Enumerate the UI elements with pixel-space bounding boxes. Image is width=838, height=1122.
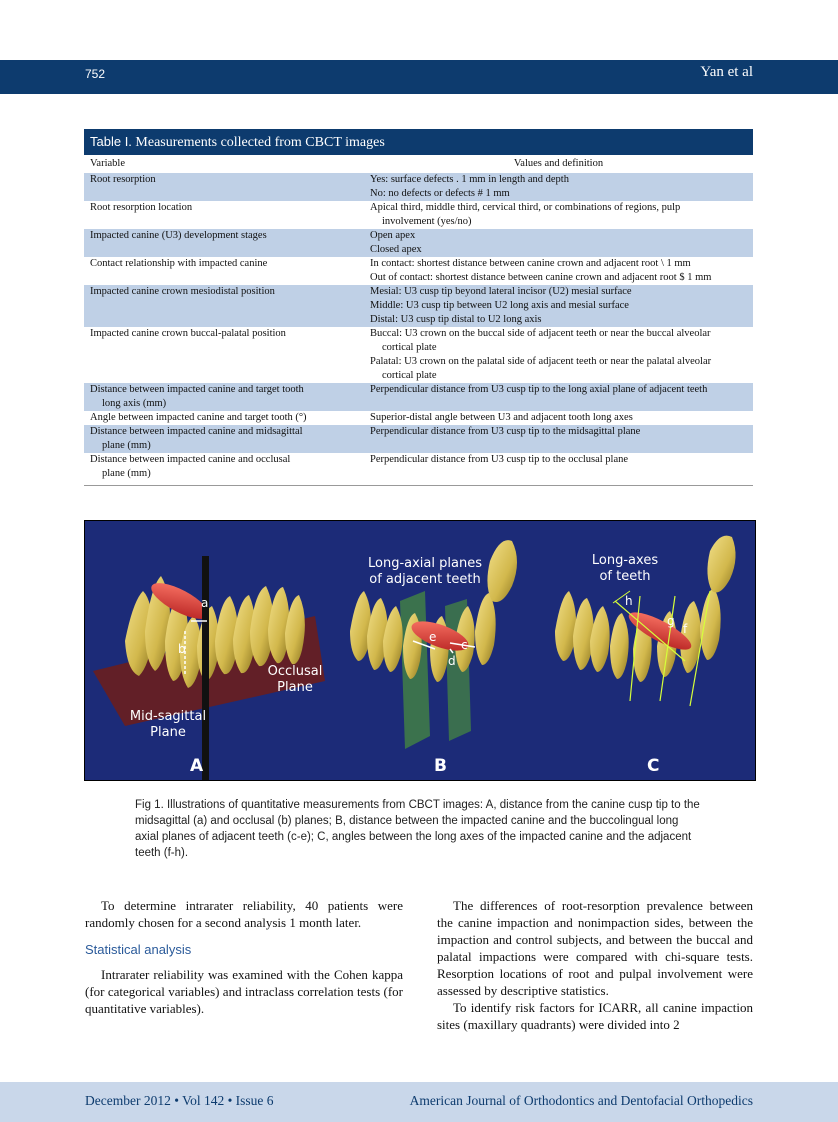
value-cell <box>364 411 753 425</box>
paragraph: Intrarater reliability was examined with the Cohen kappa (for categorical variables) and intraclass correlation tests (for quantitative variables). <box>85 967 403 1016</box>
variable-text: Impacted canine crown mesiodistal position <box>90 286 275 297</box>
table-row <box>84 411 753 425</box>
variable-cell <box>84 425 364 453</box>
value-text: Open apex <box>370 230 416 241</box>
paragraph: The differences of root-resorption prevalence between the canine impaction and nonimpaction sides, between the impaction and control subjects, and between the buccal and palatal impactions were compared with chi-square tests. Resorption locations of root and pulpal involvement were assessed by descriptive statistics. <box>437 898 753 998</box>
variable-text: Distance between impacted canine and occlusal <box>90 454 291 465</box>
measure-letter-a: a <box>201 596 209 610</box>
variable-cell <box>84 285 364 327</box>
panel-letter-a: A <box>190 756 204 776</box>
table-row <box>84 285 753 327</box>
label-long-axes: Long-axes of teeth <box>591 553 659 584</box>
variable-text: Impacted canine (U3) development stages <box>90 230 267 241</box>
value-cell <box>364 453 753 486</box>
figure-1 <box>84 520 756 781</box>
footer-journal: American Journal of Orthodontics and Dentofacial Orthopedics <box>409 1093 753 1108</box>
variable-text: Angle between impacted canine and target tooth (°) <box>90 412 307 423</box>
value-cell <box>364 173 753 201</box>
value-text: Palatal: U3 crown on the palatal side of adjacent teeth or near the palatal alveolar <box>370 356 712 367</box>
value-text: Perpendicular distance from U3 cusp tip to the midsagittal plane <box>370 426 641 437</box>
figure-caption: Fig 1. Illustrations of quantitative measurements from CBCT images: A, distance from the canine cusp tip to the midsagittal (a) and occlusal (b) planes; B, distance between the impacted canine and the buccolingual long axial planes of adjacent teeth (c-e); C, angles between the long axes of the impacted canine and the adjacent teeth (f-h). <box>135 799 700 859</box>
measure-letter-d: d <box>448 654 456 668</box>
value-text: Buccal: U3 crown on the buccal side of adjacent teeth or near the buccal alveolar <box>370 328 711 339</box>
measure-letter-c: c <box>461 638 468 652</box>
table-label: Table I. <box>90 134 132 149</box>
variable-text: Contact relationship with impacted canine <box>90 258 268 269</box>
variable-text: Root resorption location <box>90 202 193 213</box>
value-cell <box>364 383 753 411</box>
measure-letter-f: f <box>683 622 688 636</box>
measurements-table <box>84 129 753 486</box>
variable-text: plane (mm) <box>102 468 151 479</box>
variable-cell <box>84 201 364 229</box>
value-text: In contact: shortest distance between canine crown and adjacent root \ 1 mm <box>370 258 691 269</box>
variable-cell <box>84 229 364 257</box>
variable-cell <box>84 383 364 411</box>
measure-letter-e: e <box>429 630 437 644</box>
table-title: Measurements collected from CBCT images <box>135 135 385 150</box>
value-cell <box>364 285 753 327</box>
paragraph: To determine intrarater reliability, 40 patients were randomly chosen for a second analysis 1 month later. <box>85 898 403 930</box>
value-text: Closed apex <box>370 244 422 255</box>
variable-text: Distance between impacted canine and target tooth <box>90 384 304 395</box>
variable-text: long axis (mm) <box>102 398 167 409</box>
value-cell <box>364 327 753 383</box>
value-cell <box>364 257 753 285</box>
variable-text: plane (mm) <box>102 440 151 451</box>
value-text: Perpendicular distance from U3 cusp tip to the occlusal plane <box>370 454 629 465</box>
running-head: Yan et al <box>700 64 753 80</box>
variable-cell <box>84 327 364 383</box>
value-text: Mesial: U3 cusp tip beyond lateral incisor (U2) mesial surface <box>370 286 632 297</box>
value-text: Superior-distal angle between U3 and adjacent tooth long axes <box>370 412 633 423</box>
table-row <box>84 453 753 486</box>
panel-letter-b: B <box>434 756 447 776</box>
value-text: No: no defects or defects # 1 mm <box>370 188 510 199</box>
value-cell <box>364 425 753 453</box>
page-number: 752 <box>85 67 106 81</box>
table-row <box>84 201 753 229</box>
mid-sagittal-plane-shape <box>202 556 209 780</box>
label-long-axial-planes: Long-axial planes of adjacent teeth <box>368 556 482 587</box>
panel-letter-c: C <box>647 756 660 776</box>
table-row <box>84 327 753 383</box>
footer-issue: December 2012 • Vol 142 • Issue 6 <box>85 1093 274 1108</box>
variable-text: Impacted canine crown buccal-palatal position <box>90 328 286 339</box>
section-heading: Statistical analysis <box>85 942 192 957</box>
variable-cell <box>84 257 364 285</box>
table-title-bar <box>84 129 753 155</box>
table-row <box>84 173 753 201</box>
col-header-values: Values and definition <box>513 158 604 169</box>
value-text: cortical plate <box>382 342 437 353</box>
col-header-variable: Variable <box>90 158 125 169</box>
table-body <box>84 155 753 486</box>
table-row <box>84 383 753 411</box>
value-text: Yes: surface defects . 1 mm in length and depth <box>370 174 569 185</box>
value-cell <box>364 229 753 257</box>
variable-cell <box>84 453 364 486</box>
variable-cell <box>84 411 364 425</box>
measure-letter-b: b <box>178 642 186 656</box>
label-occlusal-plane: Occlusal Plane <box>267 664 323 695</box>
table-row <box>84 229 753 257</box>
variable-text: Root resorption <box>90 174 156 185</box>
table-row <box>84 425 753 453</box>
value-cell <box>364 201 753 229</box>
measure-letter-g: g <box>667 614 675 628</box>
value-text: cortical plate <box>382 370 437 381</box>
value-text: Perpendicular distance from U3 cusp tip to the long axial plane of adjacent teeth <box>370 384 708 395</box>
left-column <box>85 897 403 1017</box>
paragraph: To identify risk factors for ICARR, all canine impaction sites (maxillary quadrants) were divided into 2 <box>437 1000 753 1032</box>
right-column <box>437 897 753 1033</box>
label-mid-sagittal-plane: Mid-sagittal Plane <box>129 709 207 740</box>
measure-letter-h: h <box>625 594 633 608</box>
variable-text: Distance between impacted canine and midsagittal <box>90 426 303 437</box>
value-text: Middle: U3 cusp tip between U2 long axis and mesial surface <box>370 300 629 311</box>
value-text: Distal: U3 cusp tip distal to U2 long axis <box>370 314 542 325</box>
value-text: Out of contact: shortest distance between canine crown and adjacent root $ 1 mm <box>370 272 712 283</box>
table-row <box>84 257 753 285</box>
value-text: involvement (yes/no) <box>382 216 472 227</box>
value-text: Apical third, middle third, cervical third, or combinations of regions, pulp <box>370 202 681 213</box>
variable-cell <box>84 173 364 201</box>
